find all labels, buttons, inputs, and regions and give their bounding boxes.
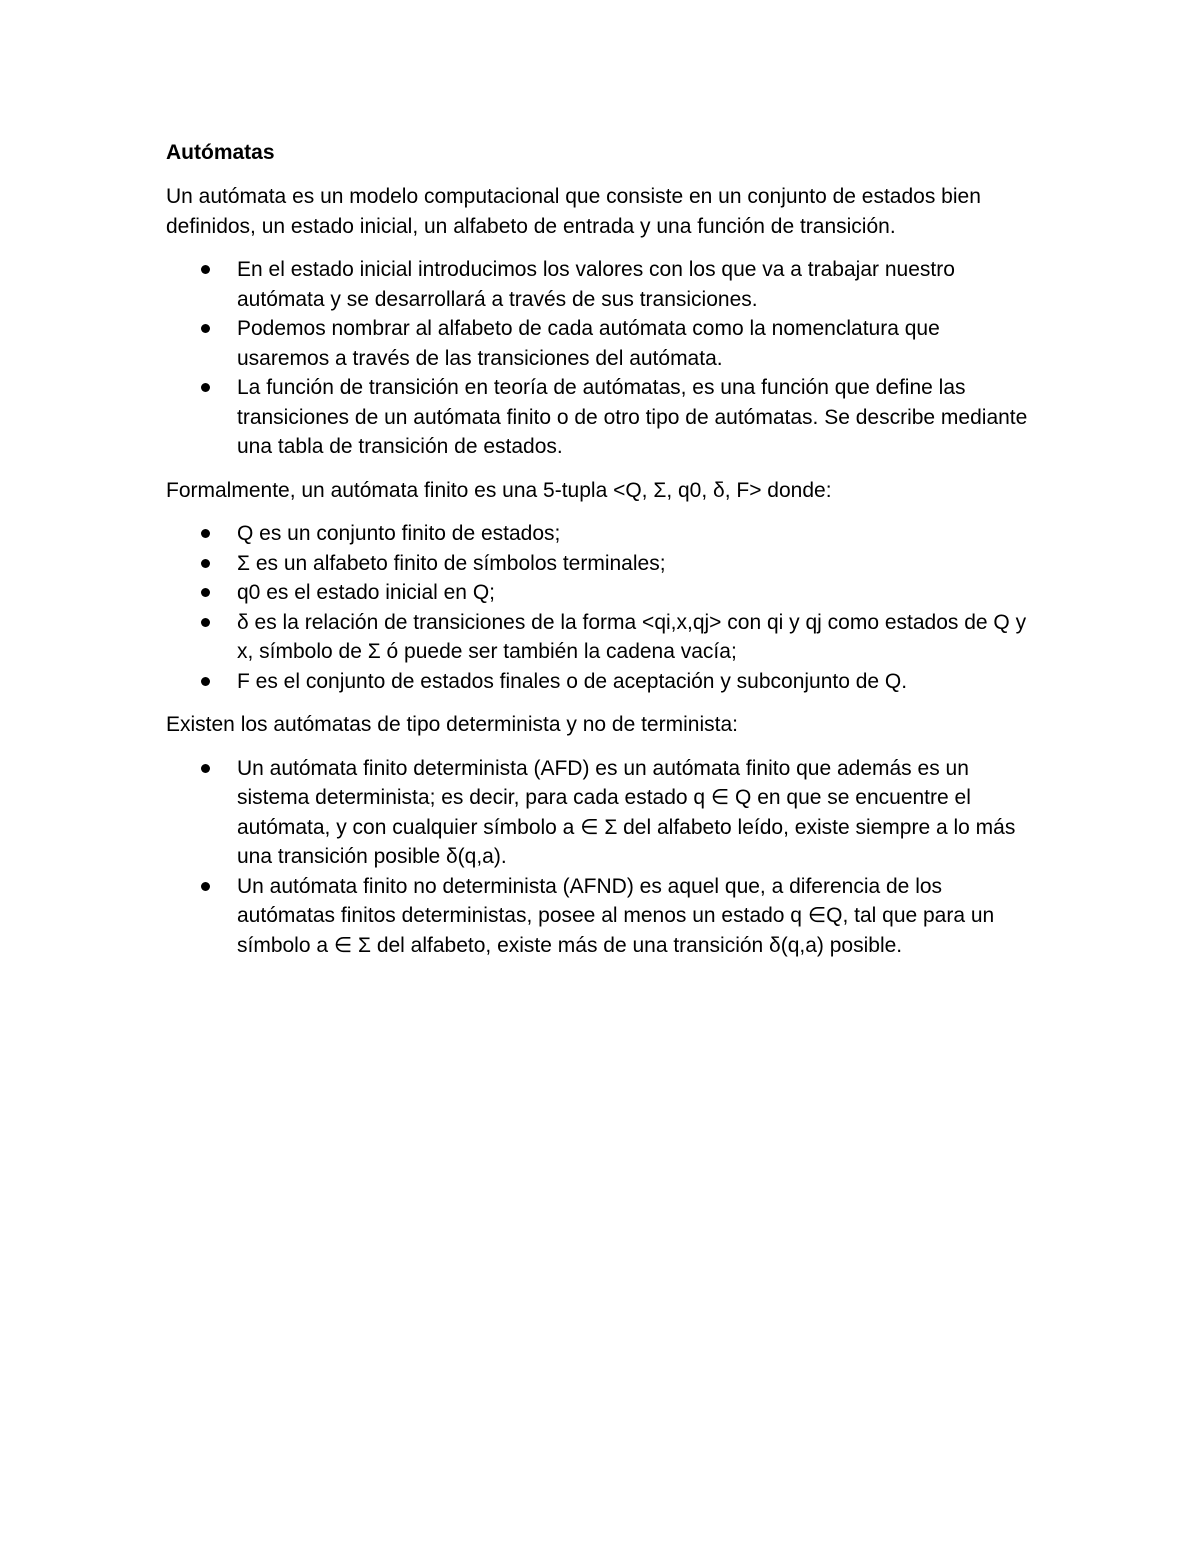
- list-item: [166, 519, 1036, 549]
- list-item: [166, 754, 1036, 872]
- page-title: Autómatas: [166, 141, 275, 164]
- list-item: [166, 667, 1036, 697]
- list-item: [166, 549, 1036, 579]
- bullet-icon: [201, 588, 210, 597]
- list-item: [166, 255, 1036, 314]
- intro-paragraph: Un autómata es un modelo computacional que consiste en un conjunto de estados bien definidos, un estado inicial, un alfabeto de entrada y una función de transición.: [166, 185, 981, 238]
- list-item-text: Un autómata finito determinista (AFD) es un autómata finito que además es un sistema determinista; es decir, para cada estado q ∈ Q en que se encuentre el autómata, y con cualquier símbolo a ∈ Σ del alfabeto leído, existe siempre a lo más una transición posible δ(q,a).: [237, 756, 1016, 868]
- properties-list: [166, 255, 1036, 462]
- automata-types-list: [166, 754, 1036, 961]
- bullet-icon: [201, 882, 210, 891]
- bullet-icon: [201, 383, 210, 392]
- list-item-text: Σ es un alfabeto finito de símbolos terminales;: [237, 551, 666, 575]
- list-item-text: δ es la relación de transiciones de la forma <qi,x,qj> con qi y qj como estados de Q y x, símbolo de Σ ó puede ser también la cadena vacía;: [237, 610, 1027, 663]
- list-item: [166, 578, 1036, 608]
- list-item-text: q0 es el estado inicial en Q;: [237, 581, 495, 604]
- document-page: [166, 138, 1036, 974]
- formal-definition-paragraph: Formalmente, un autómata finito es una 5-tupla <Q, Σ, q0, δ, F> donde:: [166, 478, 832, 502]
- list-item: [166, 608, 1036, 667]
- bullet-icon: [201, 559, 210, 568]
- bullet-icon: [201, 618, 210, 627]
- list-item: [166, 872, 1036, 961]
- list-item-text: En el estado inicial introducimos los valores con los que va a trabajar nuestro autómata y se desarrollará a través de sus transiciones.: [237, 258, 955, 311]
- tuple-elements-list: [166, 519, 1036, 696]
- list-item: [166, 373, 1036, 462]
- list-item-text: Un autómata finito no determinista (AFND) es aquel que, a diferencia de los autómatas finitos deterministas, posee al menos un estado q ∈Q, tal que para un símbolo a ∈ Σ del alfabeto, existe más de una transición δ(q,a) posible.: [237, 874, 995, 957]
- list-item-text: La función de transición en teoría de autómatas, es una función que define las transiciones de un autómata finito o de otro tipo de autómatas. Se describe mediante una tabla de transición de estados.: [237, 376, 1028, 458]
- bullet-icon: [201, 265, 210, 274]
- list-item-text: F es el conjunto de estados finales o de aceptación y subconjunto de Q.: [237, 669, 908, 693]
- bullet-icon: [201, 529, 210, 538]
- automata-types-paragraph: Existen los autómatas de tipo determinista y no de terminista:: [166, 713, 738, 736]
- bullet-icon: [201, 677, 210, 686]
- list-item-text: Q es un conjunto finito de estados;: [237, 522, 561, 545]
- list-item-text: Podemos nombrar al alfabeto de cada autómata como la nomenclatura que usaremos a través de las transiciones del autómata.: [237, 317, 940, 370]
- list-item: [166, 314, 1036, 373]
- bullet-icon: [201, 764, 210, 773]
- bullet-icon: [201, 324, 210, 333]
